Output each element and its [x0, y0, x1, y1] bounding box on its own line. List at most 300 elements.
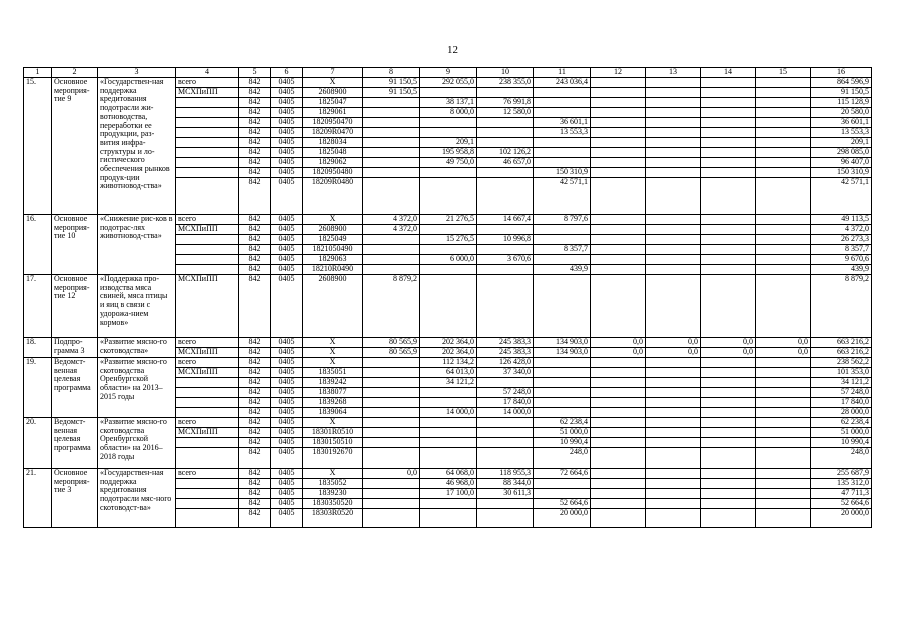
amount-cell — [420, 118, 477, 128]
amount-cell: 42 571,1 — [534, 178, 591, 215]
code-cell: 842 — [239, 368, 271, 378]
measure-type: Ведомст-венная целевая программа — [52, 418, 98, 469]
code-cell: 842 — [239, 408, 271, 418]
amount-cell — [701, 168, 756, 178]
code-cell: 18210R0490 — [303, 265, 363, 275]
executor-cell: МСХПиПП — [176, 348, 239, 358]
amount-cell: 88 344,0 — [477, 479, 534, 489]
code-cell: 0405 — [271, 128, 303, 138]
code-cell: 1829062 — [303, 158, 363, 168]
amount-cell — [420, 509, 477, 528]
amount-cell: 663 216,2 — [811, 338, 872, 348]
amount-cell — [477, 448, 534, 469]
amount-cell — [477, 418, 534, 428]
amount-cell: 238 562,2 — [811, 358, 872, 368]
amount-cell — [646, 225, 701, 235]
amount-cell — [756, 138, 811, 148]
measure-name: «Государствен-ная поддержка кредитования подотрасли мяс-ного скотоводст-ва» — [98, 469, 176, 528]
amount-cell — [701, 265, 756, 275]
amount-cell — [591, 98, 646, 108]
amount-cell — [701, 245, 756, 255]
row-number: 19. — [24, 358, 52, 418]
code-cell: 0405 — [271, 418, 303, 428]
amount-cell: 17 840,0 — [477, 398, 534, 408]
amount-cell: 0,0 — [756, 348, 811, 358]
code-cell: 0405 — [271, 479, 303, 489]
amount-cell — [756, 479, 811, 489]
amount-cell: 20 580,0 — [811, 108, 872, 118]
code-cell: 0405 — [271, 265, 303, 275]
amount-cell: 20 000,0 — [534, 509, 591, 528]
amount-cell — [646, 378, 701, 388]
amount-cell — [756, 398, 811, 408]
code-cell: 842 — [239, 235, 271, 245]
amount-cell: 49 750,0 — [420, 158, 477, 168]
amount-cell — [756, 178, 811, 215]
amount-cell — [363, 499, 420, 509]
code-cell: 0405 — [271, 388, 303, 398]
amount-cell: 202 364,0 — [420, 338, 477, 348]
amount-cell — [756, 225, 811, 235]
amount-cell: 202 364,0 — [420, 348, 477, 358]
executor-cell — [176, 408, 239, 418]
amount-cell — [701, 128, 756, 138]
amount-cell: 864 596,9 — [811, 78, 872, 88]
executor-cell: МСХПиПП — [176, 428, 239, 438]
amount-cell: 0,0 — [646, 348, 701, 358]
amount-cell: 4 372,0 — [363, 225, 420, 235]
table-row — [24, 358, 872, 368]
amount-cell — [591, 118, 646, 128]
amount-cell: 91 150,5 — [811, 88, 872, 98]
amount-cell — [646, 438, 701, 448]
code-cell: 842 — [239, 509, 271, 528]
amount-cell — [591, 265, 646, 275]
amount-cell — [363, 138, 420, 148]
code-cell: 842 — [239, 245, 271, 255]
code-cell: 842 — [239, 168, 271, 178]
amount-cell: 80 565,9 — [363, 348, 420, 358]
amount-cell — [477, 265, 534, 275]
amount-cell: 52 664,6 — [811, 499, 872, 509]
amount-cell — [591, 388, 646, 398]
header-cell: 4 — [176, 68, 239, 78]
code-cell: 842 — [239, 225, 271, 235]
amount-cell — [363, 388, 420, 398]
amount-cell: 51 000,0 — [534, 428, 591, 438]
amount-cell — [646, 158, 701, 168]
code-cell: 842 — [239, 88, 271, 98]
header-cell: 3 — [98, 68, 176, 78]
amount-cell — [591, 88, 646, 98]
code-cell: 842 — [239, 255, 271, 265]
amount-cell: 0,0 — [363, 469, 420, 479]
amount-cell: 248,0 — [811, 448, 872, 469]
code-cell: 2608900 — [303, 88, 363, 98]
amount-cell: 14 667,4 — [477, 215, 534, 225]
amount-cell — [363, 168, 420, 178]
amount-cell — [477, 378, 534, 388]
code-cell: 0405 — [271, 275, 303, 338]
executor-cell — [176, 509, 239, 528]
header-cell: 11 — [534, 68, 591, 78]
table-row — [24, 275, 872, 338]
amount-cell: 248,0 — [534, 448, 591, 469]
amount-cell: 126 428,0 — [477, 358, 534, 368]
amount-cell — [591, 398, 646, 408]
code-cell: 0405 — [271, 348, 303, 358]
executor-cell — [176, 178, 239, 215]
amount-cell — [591, 448, 646, 469]
measure-name: «Развитие мясно-го скотоводства» — [98, 338, 176, 358]
measure-type: Подпро-грамма 3 — [52, 338, 98, 358]
code-cell: 0405 — [271, 408, 303, 418]
row-number: 17. — [24, 275, 52, 338]
code-cell: 842 — [239, 78, 271, 88]
code-cell: 0405 — [271, 215, 303, 225]
amount-cell: 14 000,0 — [420, 408, 477, 418]
amount-cell — [701, 255, 756, 265]
amount-cell: 0,0 — [646, 338, 701, 348]
code-cell: 1838077 — [303, 388, 363, 398]
row-number: 18. — [24, 338, 52, 358]
code-cell: 0405 — [271, 489, 303, 499]
amount-cell — [363, 128, 420, 138]
header-cell: 5 — [239, 68, 271, 78]
code-cell: 1829061 — [303, 108, 363, 118]
executor-cell: всего — [176, 358, 239, 368]
amount-cell — [646, 235, 701, 245]
code-cell: 0405 — [271, 148, 303, 158]
code-cell: 0405 — [271, 428, 303, 438]
amount-cell: 13 553,3 — [534, 128, 591, 138]
amount-cell — [363, 428, 420, 438]
amount-cell — [420, 88, 477, 98]
header-cell: 14 — [701, 68, 756, 78]
amount-cell — [363, 118, 420, 128]
code-cell: 0405 — [271, 469, 303, 479]
table-row — [24, 418, 872, 428]
code-cell: 1835051 — [303, 368, 363, 378]
amount-cell — [534, 225, 591, 235]
amount-cell — [646, 138, 701, 148]
amount-cell: 20 000,0 — [811, 509, 872, 528]
amount-cell — [646, 418, 701, 428]
code-cell: 0405 — [271, 88, 303, 98]
amount-cell: 663 216,2 — [811, 348, 872, 358]
amount-cell — [701, 499, 756, 509]
code-cell: 18301R0510 — [303, 428, 363, 438]
amount-cell — [534, 108, 591, 118]
amount-cell: 8 879,2 — [363, 275, 420, 338]
amount-cell — [477, 128, 534, 138]
code-cell: 0405 — [271, 438, 303, 448]
amount-cell — [477, 118, 534, 128]
amount-cell — [534, 275, 591, 338]
amount-cell: 36 601,1 — [811, 118, 872, 128]
measure-type: Основное мероприя-тие 12 — [52, 275, 98, 338]
amount-cell — [701, 358, 756, 368]
amount-cell — [646, 78, 701, 88]
code-cell: 842 — [239, 388, 271, 398]
amount-cell: 439,9 — [811, 265, 872, 275]
amount-cell — [756, 118, 811, 128]
amount-cell — [756, 489, 811, 499]
amount-cell — [591, 469, 646, 479]
amount-cell — [756, 148, 811, 158]
executor-cell: МСХПиПП — [176, 88, 239, 98]
header-cell: 10 — [477, 68, 534, 78]
code-cell: Х — [303, 358, 363, 368]
executor-cell: МСХПиПП — [176, 225, 239, 235]
amount-cell — [591, 148, 646, 158]
code-cell: Х — [303, 469, 363, 479]
amount-cell — [756, 509, 811, 528]
amount-cell: 51 000,0 — [811, 428, 872, 438]
amount-cell: 8 797,6 — [534, 215, 591, 225]
code-cell: 1839064 — [303, 408, 363, 418]
code-cell: 842 — [239, 108, 271, 118]
amount-cell — [534, 88, 591, 98]
executor-cell — [176, 378, 239, 388]
code-cell: 0405 — [271, 358, 303, 368]
amount-cell: 28 000,0 — [811, 408, 872, 418]
amount-cell: 150 310,9 — [534, 168, 591, 178]
amount-cell — [534, 158, 591, 168]
amount-cell — [701, 215, 756, 225]
code-cell: 18303R0520 — [303, 509, 363, 528]
amount-cell — [701, 479, 756, 489]
measure-name: «Снижение рис-ков в подотрас-лях животновод-ства» — [98, 215, 176, 275]
amount-cell — [591, 178, 646, 215]
executor-cell — [176, 108, 239, 118]
amount-cell — [756, 78, 811, 88]
amount-cell — [534, 255, 591, 265]
amount-cell — [646, 469, 701, 479]
amount-cell — [591, 368, 646, 378]
amount-cell — [591, 255, 646, 265]
executor-cell: МСХПиПП — [176, 275, 239, 338]
amount-cell — [363, 408, 420, 418]
amount-cell — [756, 469, 811, 479]
code-cell: 0405 — [271, 448, 303, 469]
amount-cell — [646, 448, 701, 469]
amount-cell — [363, 265, 420, 275]
code-cell: 1839230 — [303, 489, 363, 499]
amount-cell: 13 553,3 — [811, 128, 872, 138]
amount-cell — [646, 215, 701, 225]
amount-cell: 134 903,0 — [534, 338, 591, 348]
code-cell: 1835052 — [303, 479, 363, 489]
amount-cell — [534, 358, 591, 368]
code-cell: 1825049 — [303, 235, 363, 245]
amount-cell: 245 383,3 — [477, 338, 534, 348]
amount-cell — [534, 235, 591, 245]
amount-cell: 0,0 — [701, 348, 756, 358]
executor-cell — [176, 479, 239, 489]
amount-cell — [420, 245, 477, 255]
header-cell: 9 — [420, 68, 477, 78]
code-cell: 0405 — [271, 178, 303, 215]
executor-cell — [176, 98, 239, 108]
amount-cell: 0,0 — [591, 338, 646, 348]
amount-cell — [701, 368, 756, 378]
amount-cell — [756, 265, 811, 275]
amount-cell: 10 990,4 — [534, 438, 591, 448]
amount-cell: 47 711,3 — [811, 489, 872, 499]
amount-cell — [420, 265, 477, 275]
amount-cell — [591, 108, 646, 118]
amount-cell — [701, 158, 756, 168]
amount-cell: 6 000,0 — [420, 255, 477, 265]
amount-cell — [534, 388, 591, 398]
amount-cell — [591, 168, 646, 178]
amount-cell — [646, 88, 701, 98]
amount-cell — [591, 78, 646, 88]
amount-cell: 8 000,0 — [420, 108, 477, 118]
executor-cell: всего — [176, 469, 239, 479]
amount-cell: 34 121,2 — [811, 378, 872, 388]
amount-cell: 10 996,8 — [477, 235, 534, 245]
amount-cell — [363, 489, 420, 499]
code-cell: 1825047 — [303, 98, 363, 108]
code-cell: 842 — [239, 118, 271, 128]
amount-cell: 21 276,5 — [420, 215, 477, 225]
code-cell: 1821050490 — [303, 245, 363, 255]
amount-cell: 14 000,0 — [477, 408, 534, 418]
amount-cell: 4 372,0 — [811, 225, 872, 235]
amount-cell — [591, 128, 646, 138]
amount-cell — [756, 448, 811, 469]
amount-cell — [420, 428, 477, 438]
amount-cell — [363, 509, 420, 528]
amount-cell — [701, 108, 756, 118]
amount-cell — [363, 178, 420, 215]
amount-cell: 102 126,2 — [477, 148, 534, 158]
code-cell: 842 — [239, 158, 271, 168]
amount-cell — [363, 378, 420, 388]
code-cell: 18209R0470 — [303, 128, 363, 138]
amount-cell — [701, 388, 756, 398]
measure-type: Основное мероприя-тие 3 — [52, 469, 98, 528]
executor-cell — [176, 128, 239, 138]
amount-cell — [646, 398, 701, 408]
row-number: 20. — [24, 418, 52, 469]
executor-cell — [176, 118, 239, 128]
amount-cell — [420, 398, 477, 408]
amount-cell — [646, 255, 701, 265]
amount-cell — [646, 245, 701, 255]
amount-cell: 62 238,4 — [534, 418, 591, 428]
code-cell: 842 — [239, 438, 271, 448]
code-cell: 1829063 — [303, 255, 363, 265]
amount-cell: 62 238,4 — [811, 418, 872, 428]
amount-cell — [646, 499, 701, 509]
code-cell: 0405 — [271, 378, 303, 388]
amount-cell — [756, 215, 811, 225]
amount-cell: 8 357,7 — [534, 245, 591, 255]
amount-cell — [591, 499, 646, 509]
executor-cell — [176, 255, 239, 265]
amount-cell: 4 372,0 — [363, 215, 420, 225]
amount-cell: 57 248,0 — [477, 388, 534, 398]
amount-cell — [477, 178, 534, 215]
amount-cell — [534, 398, 591, 408]
table-row — [24, 338, 872, 348]
amount-cell: 118 955,3 — [477, 469, 534, 479]
executor-cell — [176, 245, 239, 255]
amount-cell — [646, 358, 701, 368]
amount-cell: 52 664,6 — [534, 499, 591, 509]
amount-cell — [646, 148, 701, 158]
amount-cell — [646, 388, 701, 398]
amount-cell: 195 958,8 — [420, 148, 477, 158]
executor-cell: всего — [176, 418, 239, 428]
code-cell: 1839268 — [303, 398, 363, 408]
code-cell: Х — [303, 348, 363, 358]
amount-cell: 8 879,2 — [811, 275, 872, 338]
code-cell: 18209R0480 — [303, 178, 363, 215]
code-cell: 0405 — [271, 338, 303, 348]
amount-cell — [363, 255, 420, 265]
amount-cell: 298 085,0 — [811, 148, 872, 158]
amount-cell — [701, 509, 756, 528]
amount-cell: 9 670,6 — [811, 255, 872, 265]
amount-cell — [534, 378, 591, 388]
measure-type: Основное мероприя-тие 9 — [52, 78, 98, 215]
amount-cell — [756, 378, 811, 388]
amount-cell: 3 670,6 — [477, 255, 534, 265]
code-cell: 842 — [239, 138, 271, 148]
amount-cell — [701, 118, 756, 128]
amount-cell: 115 128,9 — [811, 98, 872, 108]
amount-cell — [591, 245, 646, 255]
amount-cell — [701, 448, 756, 469]
executor-cell — [176, 499, 239, 509]
code-cell: 842 — [239, 479, 271, 489]
amount-cell — [756, 255, 811, 265]
amount-cell: 76 991,8 — [477, 98, 534, 108]
amount-cell: 238 355,0 — [477, 78, 534, 88]
code-cell: 1820950470 — [303, 118, 363, 128]
row-number: 16. — [24, 215, 52, 275]
amount-cell — [534, 148, 591, 158]
amount-cell — [591, 378, 646, 388]
executor-cell — [176, 448, 239, 469]
code-cell: 842 — [239, 128, 271, 138]
code-cell: 842 — [239, 338, 271, 348]
code-cell: 842 — [239, 378, 271, 388]
amount-cell: 134 903,0 — [534, 348, 591, 358]
amount-cell — [701, 235, 756, 245]
code-cell: 842 — [239, 265, 271, 275]
amount-cell — [420, 438, 477, 448]
amount-cell — [591, 215, 646, 225]
amount-cell — [701, 378, 756, 388]
amount-cell — [591, 275, 646, 338]
amount-cell — [420, 225, 477, 235]
amount-cell — [420, 448, 477, 469]
amount-cell: 17 840,0 — [811, 398, 872, 408]
amount-cell — [646, 98, 701, 108]
amount-cell — [646, 118, 701, 128]
row-number: 21. — [24, 469, 52, 528]
amount-cell — [591, 418, 646, 428]
amount-cell: 91 150,5 — [363, 78, 420, 88]
budget-table — [23, 67, 872, 528]
measure-name: «Государствен-ная поддержка кредитования подотрасли жи-вотноводства, переработки ее продукции, раз-вития инфра-структуры и ло-гистического обеспечения рынков продук-ции животновод-ства» — [98, 78, 176, 215]
executor-cell — [176, 168, 239, 178]
